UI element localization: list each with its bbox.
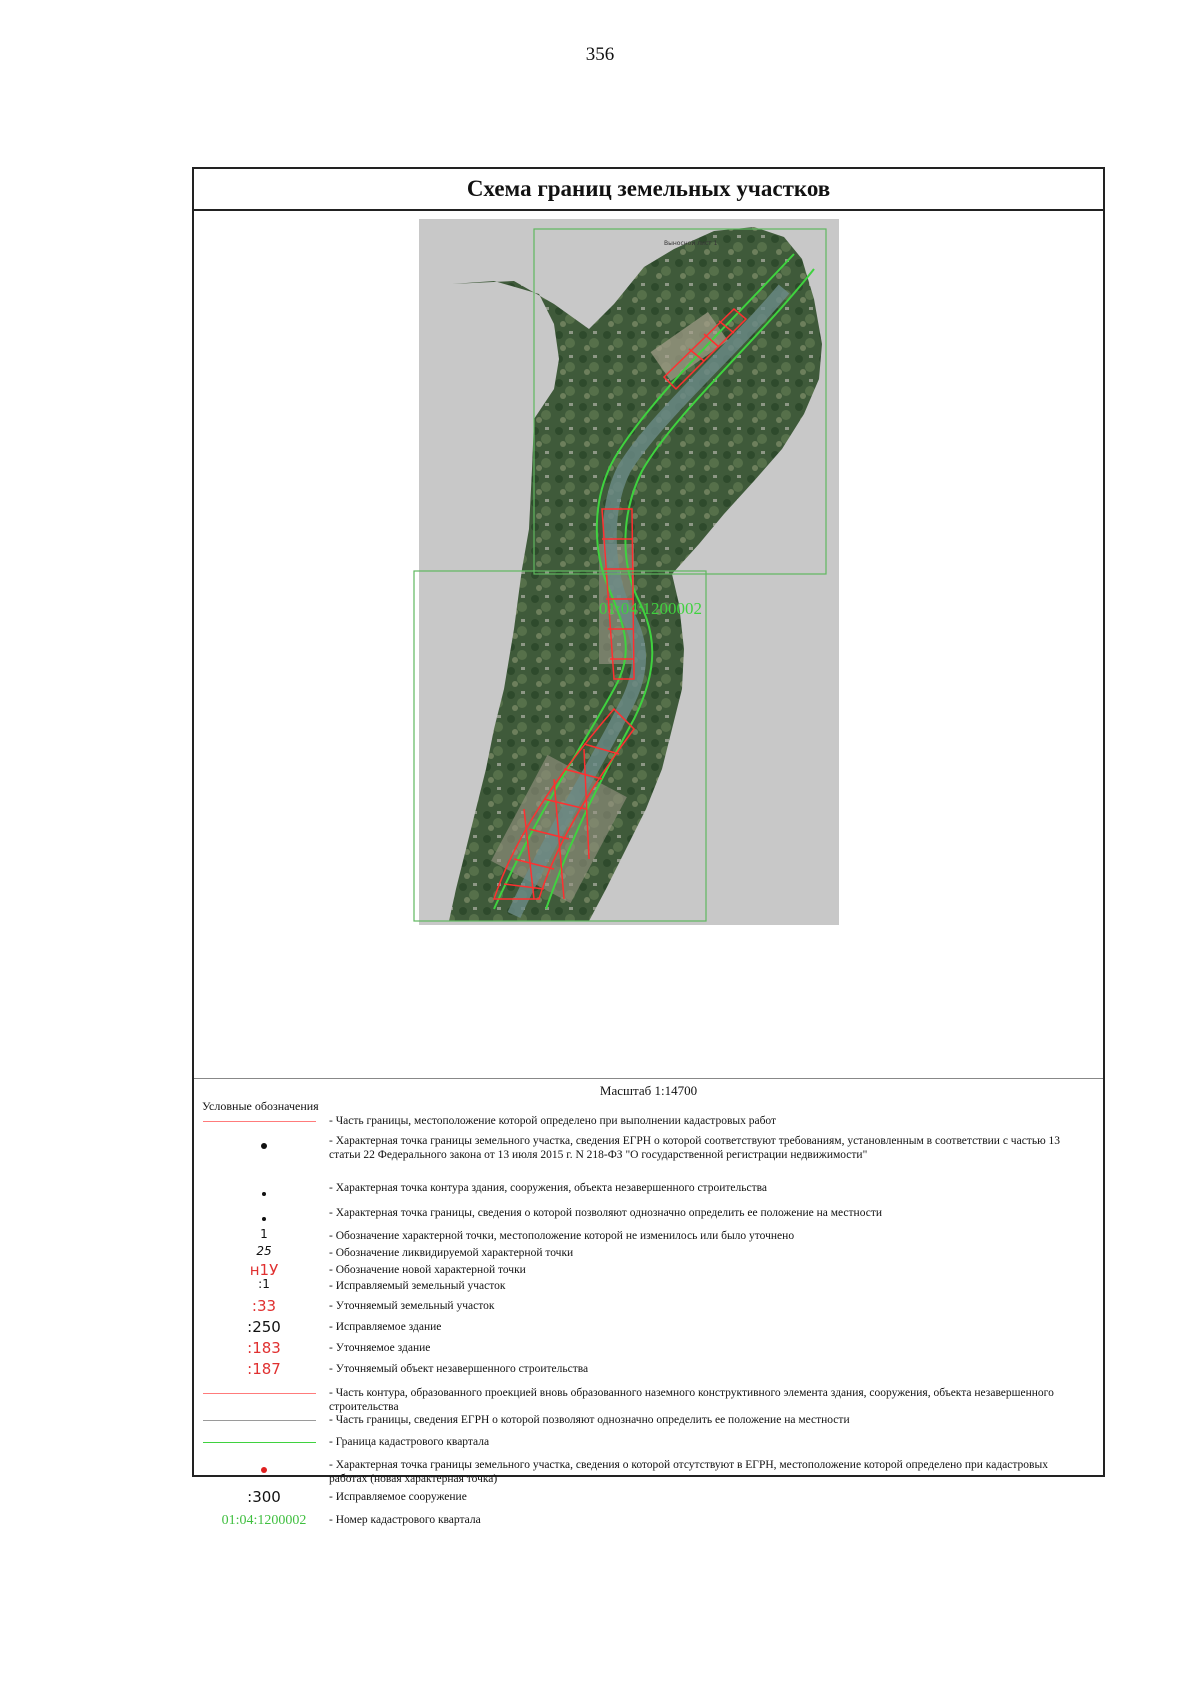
- legend-text-symbol: 1: [260, 1227, 268, 1241]
- legend-dot-icon: [261, 1143, 267, 1149]
- legend-dot-symbol: [194, 1183, 334, 1201]
- legend-description: - Граница кадастрового квартала: [329, 1436, 490, 1448]
- legend-text-symbol: :183: [247, 1339, 281, 1357]
- legend-text-symbol: н1У: [249, 1261, 279, 1279]
- legend-description: - Уточняемое здание: [329, 1342, 431, 1354]
- legend-dot-symbol: [194, 1208, 334, 1226]
- legend-description: - Часть границы, местоположение которой определено при выполнении кадастровых работ: [329, 1115, 777, 1127]
- map-svg: [194, 209, 1103, 1083]
- legend-description: - Обозначение характерной точки, местоположение которой не изменилось или было уточнено: [329, 1230, 795, 1242]
- map-scale: Масштаб 1:14700: [599, 1083, 698, 1098]
- legend-text-symbol: 25: [256, 1244, 272, 1258]
- legend-text-symbol: :1: [258, 1277, 270, 1291]
- legend-description: - Характерная точка границы земельного участка, сведения ЕГРН о которой соответствуют требованиям, установленным в соответствии с частью 13 статьи 22 Федерального закона от 13 июля 2015 г. N 218-ФЗ "О государственной регистрации недвижимости": [329, 1135, 1061, 1161]
- legend-dot-symbol: [194, 1136, 334, 1154]
- scheme-frame: [192, 167, 1105, 1528]
- legend-description: - Характерная точка границы, сведения о которой позволяют однозначно определить ее положение на местности: [329, 1207, 883, 1219]
- legend-line-symbol: [203, 1420, 316, 1421]
- legend-line-symbol: [203, 1442, 316, 1443]
- legend-description: - Обозначение новой характерной точки: [329, 1264, 526, 1276]
- legend-text-symbol: :300: [247, 1488, 281, 1506]
- legend-description: - Характерная точка контура здания, сооружения, объекта незавершенного строительства: [329, 1182, 767, 1194]
- legend-description: - Исправляемое сооружение: [329, 1491, 467, 1503]
- legend-description: - Исправляемый земельный участок: [329, 1280, 506, 1292]
- legend-dot-icon: [262, 1192, 266, 1196]
- legend-description: - Уточняемый объект незавершенного строительства: [329, 1363, 589, 1375]
- legend-text-symbol: :250: [247, 1318, 281, 1336]
- legend-description: - Часть границы, сведения ЕГРН о которой позволяют однозначно определить ее положение на местности: [329, 1414, 850, 1426]
- legend-line-symbol: [203, 1393, 316, 1394]
- legend-description: - Уточняемый земельный участок: [329, 1300, 495, 1312]
- scale-divider: [194, 1078, 1103, 1079]
- legend-description: - Характерная точка границы земельного участка, сведения о которой отсутствуют в ЕГРН, местоположение которой определено при кадастровых работах (новая характерная точка): [329, 1459, 1048, 1485]
- legend-text-symbol: :187: [247, 1360, 281, 1378]
- legend-heading: Условные обозначения: [202, 1099, 319, 1113]
- legend-dot-icon: [262, 1217, 266, 1221]
- legend-dot-icon: [261, 1467, 267, 1473]
- legend-text-symbol: :33: [251, 1297, 277, 1315]
- legend-description: - Часть контура, образованного проекцией вновь образованного наземного конструктивного элемента здания, сооружения, объекта незавершенного строительства: [329, 1387, 1054, 1413]
- aerial-map[interactable]: [194, 209, 1103, 1083]
- sheet-label: Выносной лист 1: [664, 240, 718, 247]
- scheme-title: Схема границ земельных участков: [194, 169, 1103, 211]
- legend-description: - Обозначение ликвидируемой характерной точки: [329, 1247, 574, 1259]
- legend-description: - Номер кадастрового квартала: [329, 1514, 481, 1526]
- legend-line-symbol: [203, 1121, 316, 1122]
- legend-description: - Исправляемое здание: [329, 1321, 442, 1333]
- legend-dot-symbol: [194, 1460, 334, 1478]
- legend-text-symbol: 01:04:1200002: [221, 1513, 307, 1528]
- quarter-label-map: 01:04:1200002: [599, 599, 702, 618]
- page-number: 356: [585, 44, 615, 65]
